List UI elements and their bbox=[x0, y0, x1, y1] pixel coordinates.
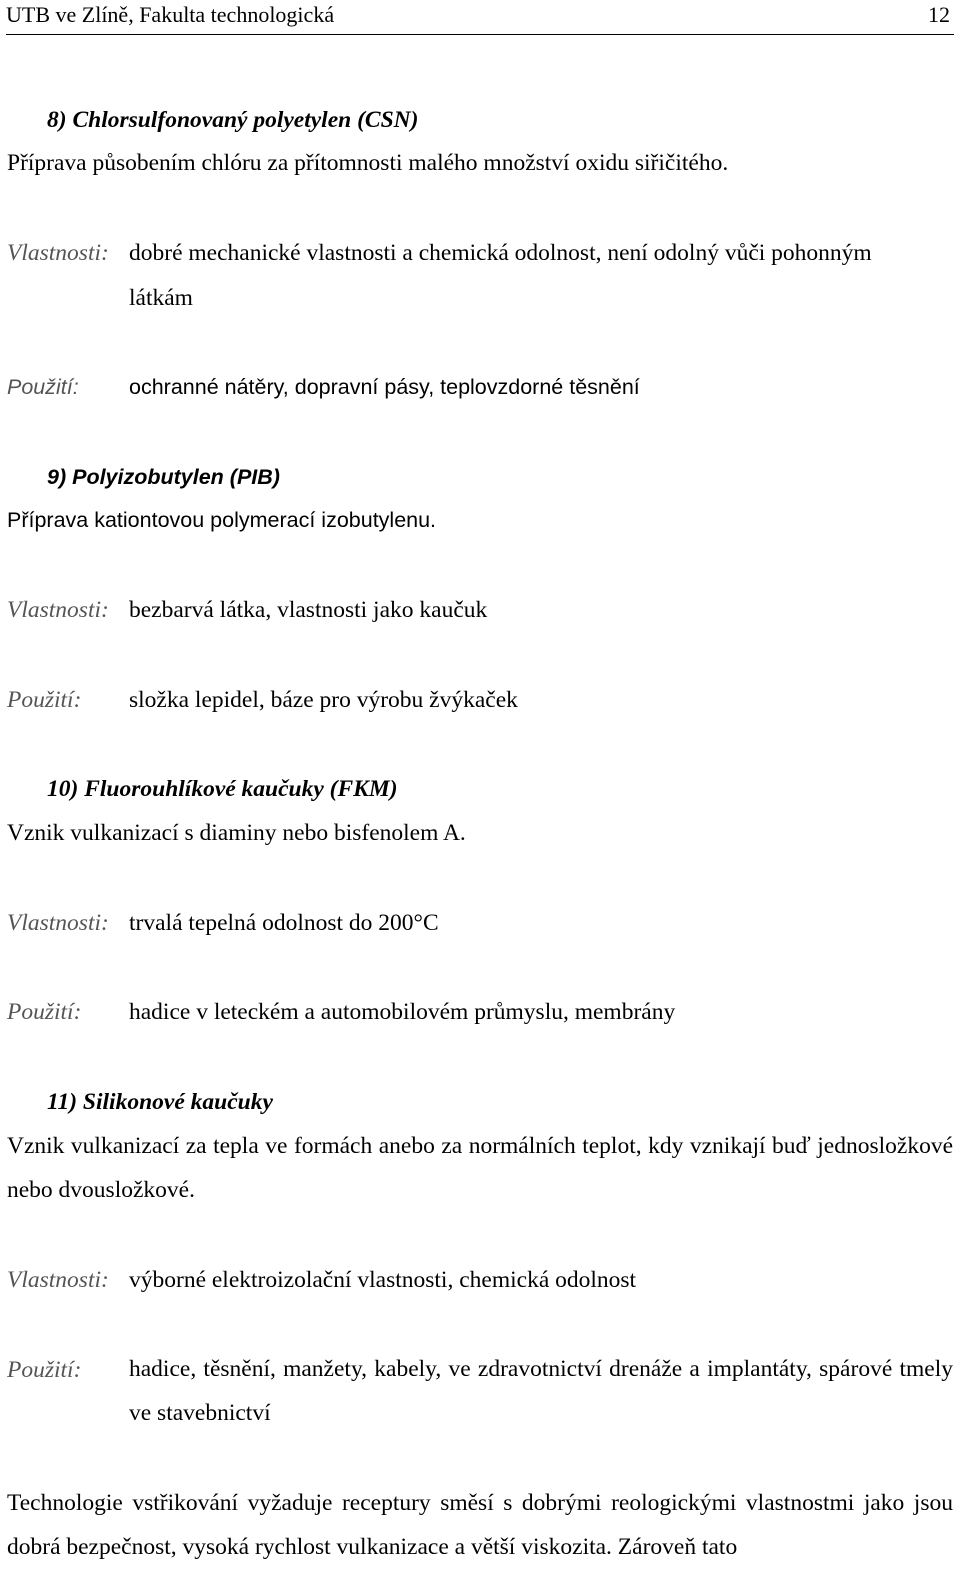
section-number: 9) bbox=[47, 465, 67, 489]
section-intro: Vznik vulkanizací za tepla ve formách anebo za normálních teplot, kdy vznikají buď jednosložkové nebo dvousložkové. bbox=[7, 1133, 953, 1203]
section-intro: Vznik vulkanizací s diaminy nebo bisfenolem A. bbox=[7, 820, 466, 846]
usage-label: Použití: bbox=[7, 375, 79, 399]
usage-label: Použití: bbox=[7, 1357, 82, 1383]
properties-text: výborné elektroizolační vlastnosti, chemická odolnost bbox=[129, 1267, 637, 1293]
page-number: 12 bbox=[928, 2, 950, 27]
closing-paragraph: Technologie vstřikování vyžaduje receptury směsí s dobrými reologickými vlastnostmi jako jsou dobrá bezpečnost, vysoká rychlost vulkanizace a větší viskozita. Zároveň tato bbox=[7, 1490, 953, 1560]
header-title: UTB ve Zlíně, Fakulta technologická bbox=[6, 2, 335, 27]
properties-label: Vlastnosti: bbox=[7, 1267, 109, 1293]
section-title: Silikonové kaučuky bbox=[82, 1089, 273, 1115]
section-intro: Příprava kationtovou polymerací izobutylenu. bbox=[7, 508, 437, 532]
section-heading bbox=[47, 1087, 273, 1117]
section-title: Chlorsulfonovaný polyetylen (CSN) bbox=[72, 107, 419, 133]
section-number: 11) bbox=[47, 1089, 78, 1115]
section-heading bbox=[47, 462, 280, 492]
usage-label: Použití: bbox=[7, 687, 82, 713]
usage-text: hadice v leteckém a automobilovém průmyslu, membrány bbox=[129, 999, 676, 1025]
usage-text: hadice, těsnění, manžety, kabely, ve zdravotnictví drenáže a implantáty, spárové tmely ve stavebnictví bbox=[129, 1356, 953, 1426]
section-heading bbox=[47, 774, 398, 804]
properties-label: Vlastnosti: bbox=[7, 910, 109, 936]
section-title: Polyizobutylen (PIB) bbox=[72, 465, 280, 489]
properties-text-cont: látkám bbox=[129, 285, 193, 311]
properties-label: Vlastnosti: bbox=[7, 240, 109, 266]
section-number: 10) bbox=[47, 776, 79, 802]
section-number: 8) bbox=[47, 107, 67, 133]
properties-text: dobré mechanické vlastnosti a chemická odolnost, není odolný vůči pohonným bbox=[129, 240, 872, 266]
usage-text: ochranné nátěry, dopravní pásy, teplovzdorné těsnění bbox=[129, 375, 640, 399]
section-intro: Příprava působením chlóru za přítomnosti malého množství oxidu siřičitého. bbox=[7, 150, 729, 176]
properties-label: Vlastnosti: bbox=[7, 597, 109, 623]
page-header bbox=[6, 0, 954, 35]
section-heading bbox=[47, 105, 418, 135]
properties-text: trvalá tepelná odolnost do 200°C bbox=[129, 910, 439, 936]
properties-text: bezbarvá látka, vlastnosti jako kaučuk bbox=[129, 597, 488, 623]
usage-text: složka lepidel, báze pro výrobu žvýkaček bbox=[129, 687, 518, 713]
section-title: Fluorouhlíkové kaučuky (FKM) bbox=[84, 776, 398, 802]
usage-label: Použití: bbox=[7, 999, 82, 1025]
